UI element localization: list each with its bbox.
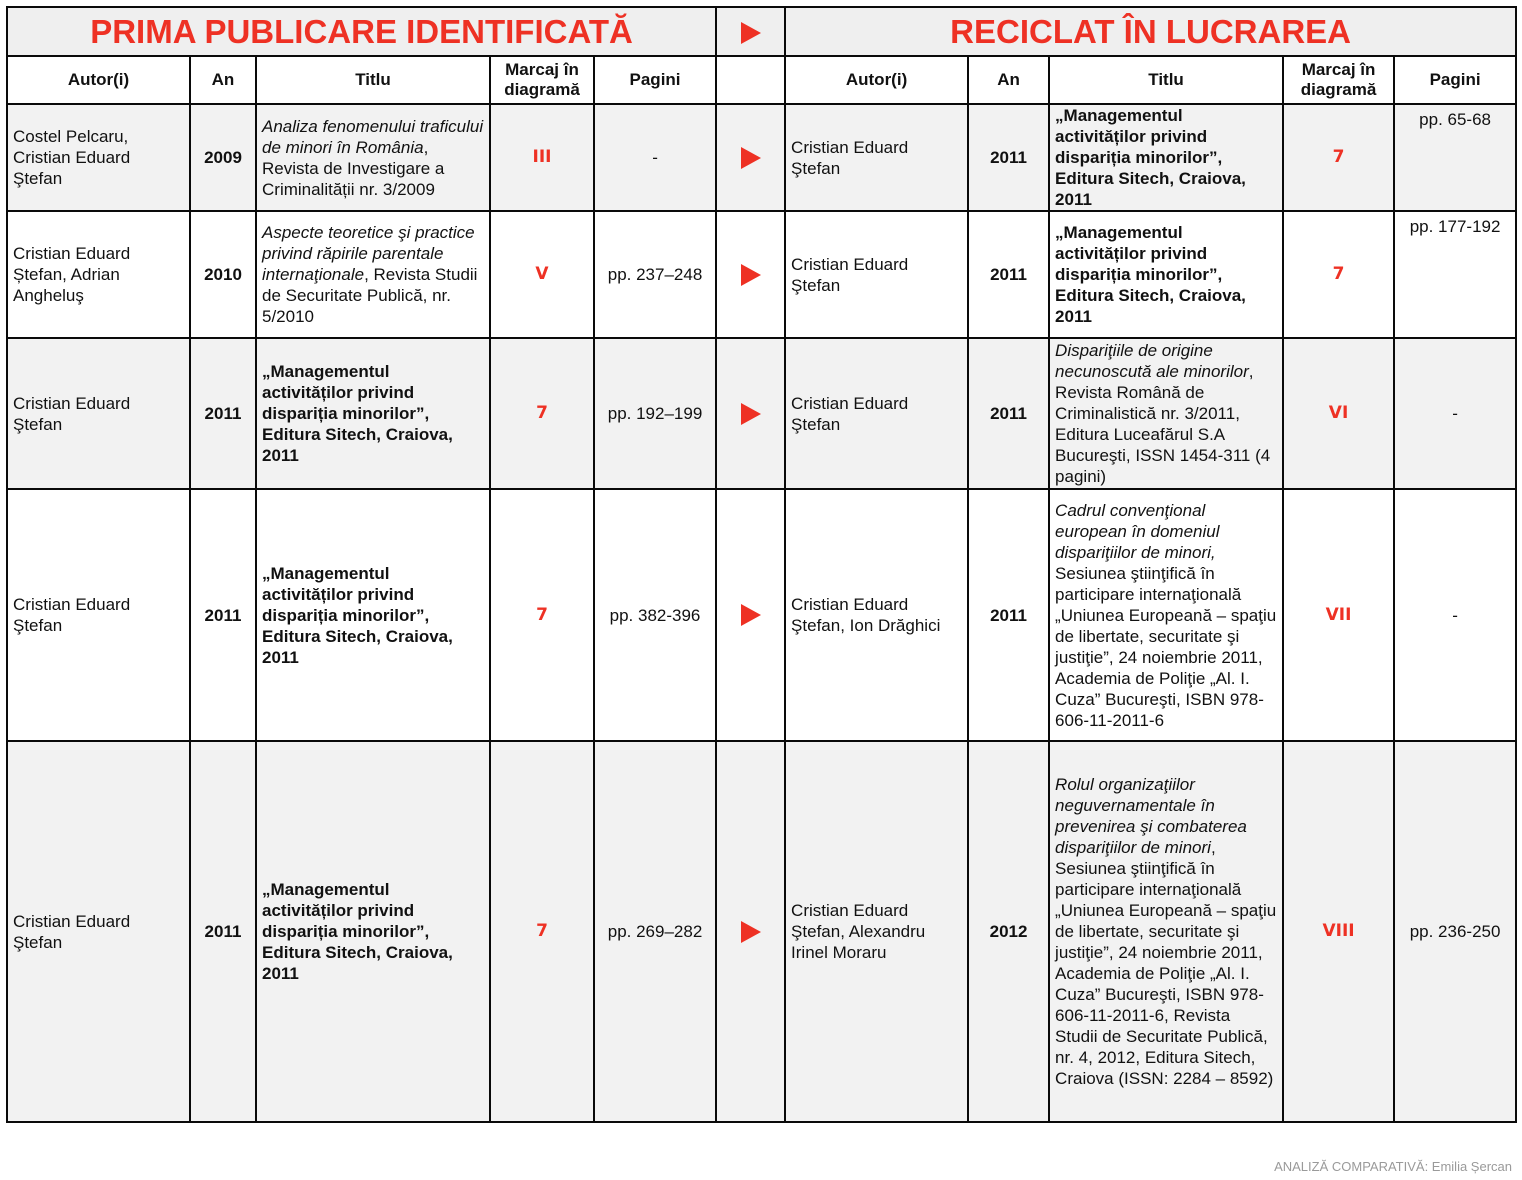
col-header-autor-first: Autor(i) bbox=[7, 56, 190, 104]
first-an-cell: 2011 bbox=[190, 741, 256, 1122]
play-arrow-icon bbox=[741, 604, 761, 626]
recycled-pagini-cell: pp. 236-250 bbox=[1394, 741, 1516, 1122]
recycled-in-title: RECICLAT ÎN LUCRAREA bbox=[785, 7, 1516, 56]
first-autor-cell: Cristian Eduard Ștefan, Adrian Angheluş bbox=[7, 211, 190, 338]
first-pagini-cell: pp. 237–248 bbox=[594, 211, 716, 338]
comparison-table bbox=[6, 6, 1517, 1123]
first-marcaj-cell: 7 bbox=[490, 489, 594, 741]
recycled-autor-cell: Cristian Eduard Ştefan bbox=[785, 338, 968, 489]
first-marcaj-cell: 7 bbox=[490, 338, 594, 489]
col-header-marcaj-recycled: Marcaj în diagramă bbox=[1283, 56, 1394, 104]
first-an-cell: 2009 bbox=[190, 104, 256, 211]
first-autor-cell: Cristian Eduard Ştefan bbox=[7, 741, 190, 1122]
recycled-titlu-cell bbox=[1049, 741, 1283, 1122]
first-pagini-cell: pp. 382-396 bbox=[594, 489, 716, 741]
recycled-marcaj-cell: VII bbox=[1283, 489, 1394, 741]
titlu-italic-text: Cadrul convenţional european în domeniul dispariţiilor de minori, bbox=[1055, 500, 1220, 562]
first-titlu-cell bbox=[256, 104, 490, 211]
titlu-plain-text: Sesiunea ştiinţifică în participare internaţională „Uniunea Europeană – spaţiu de libertate, securitate şi justiţie”, 24 noiembrie 2011, Academia de Poliţie „Al. I. Cuza” Bucureşti, ISBN 978-606-11-2011-6 bbox=[1055, 563, 1277, 730]
play-arrow-icon bbox=[741, 264, 761, 286]
play-arrow-icon bbox=[741, 403, 761, 425]
table-row bbox=[7, 489, 1516, 741]
table-row bbox=[7, 741, 1516, 1122]
recycled-an-cell: 2011 bbox=[968, 338, 1049, 489]
recycled-marcaj-cell: 7 bbox=[1283, 104, 1394, 211]
col-header-marcaj-first: Marcaj în diagramă bbox=[490, 56, 594, 104]
first-publication-title: PRIMA PUBLICARE IDENTIFICATĂ bbox=[7, 7, 716, 56]
play-arrow-icon bbox=[741, 22, 761, 44]
col-header-pagini-recycled: Pagini bbox=[1394, 56, 1516, 104]
titlu-bold-text: „Managementul activităților privind dispariția minorilor”, Editura Sitech, Craiova, 2011 bbox=[262, 362, 453, 465]
play-arrow-icon bbox=[741, 147, 761, 169]
recycled-titlu-cell bbox=[1049, 104, 1283, 211]
first-pagini-cell: - bbox=[594, 104, 716, 211]
first-an-cell: 2010 bbox=[190, 211, 256, 338]
first-marcaj-cell: V bbox=[490, 211, 594, 338]
col-header-pagini-first: Pagini bbox=[594, 56, 716, 104]
table-row bbox=[7, 211, 1516, 338]
recycled-pagini-cell: pp. 177-192 bbox=[1394, 211, 1516, 338]
table-row bbox=[7, 104, 1516, 211]
first-titlu-cell bbox=[256, 741, 490, 1122]
col-header-autor-recycled: Autor(i) bbox=[785, 56, 968, 104]
col-header-an-recycled: An bbox=[968, 56, 1049, 104]
titlu-plain-text: , Revista Română de Criminalistică nr. 3/2011, Editura Luceafărul S.A Bucureşti, ISSN 1454-311 (4 pagini) bbox=[1055, 362, 1271, 486]
first-autor-cell: Cristian Eduard Ştefan bbox=[7, 489, 190, 741]
recycled-autor-cell: Cristian Eduard Ştefan bbox=[785, 104, 968, 211]
titlu-italic-text: Dispariţiile de origine necunoscută ale minorilor bbox=[1055, 341, 1249, 381]
row-arrow-cell bbox=[716, 211, 785, 338]
first-titlu-cell bbox=[256, 489, 490, 741]
first-marcaj-cell: III bbox=[490, 104, 594, 211]
first-autor-cell: Costel Pelcaru, Cristian Eduard Ştefan bbox=[7, 104, 190, 211]
first-an-cell: 2011 bbox=[190, 489, 256, 741]
col-header-titlu-recycled: Titlu bbox=[1049, 56, 1283, 104]
titlu-plain-text: , Revista de Investigare a Criminalității nr. 3/2009 bbox=[262, 137, 445, 199]
titlu-bold-text: „Managementul activităților privind dispariția minorilor”, Editura Sitech, Craiova, 2011 bbox=[1055, 106, 1246, 209]
recycled-an-cell: 2011 bbox=[968, 104, 1049, 211]
recycled-an-cell: 2011 bbox=[968, 489, 1049, 741]
titlu-italic-text: Analiza fenomenului traficului de minori în România bbox=[262, 116, 484, 157]
titlu-italic-text: Rolul organizaţiilor neguvernamentale în prevenirea şi combaterea dispariţiilor de minori bbox=[1055, 775, 1247, 857]
recycled-marcaj-cell: 7 bbox=[1283, 211, 1394, 338]
first-an-cell: 2011 bbox=[190, 338, 256, 489]
recycled-autor-cell: Cristian Eduard Ştefan bbox=[785, 211, 968, 338]
first-marcaj-cell: 7 bbox=[490, 741, 594, 1122]
recycled-pagini-cell: pp. 65-68 bbox=[1394, 104, 1516, 211]
recycled-an-cell: 2011 bbox=[968, 211, 1049, 338]
recycled-pagini-cell: - bbox=[1394, 489, 1516, 741]
recycled-titlu-cell bbox=[1049, 338, 1283, 489]
recycled-marcaj-cell: VIII bbox=[1283, 741, 1394, 1122]
table-row bbox=[7, 338, 1516, 489]
col-header-an-first: An bbox=[190, 56, 256, 104]
recycled-titlu-cell bbox=[1049, 489, 1283, 741]
col-header-arrow-spacer bbox=[716, 56, 785, 104]
first-pagini-cell: pp. 269–282 bbox=[594, 741, 716, 1122]
first-titlu-cell bbox=[256, 338, 490, 489]
title-arrow-cell bbox=[716, 7, 785, 56]
first-autor-cell: Cristian Eduard Ştefan bbox=[7, 338, 190, 489]
column-header-row bbox=[7, 56, 1516, 104]
titlu-plain-text: , Sesiunea ştiinţifică în participare internaţională „Uniunea Europeană – spaţiu de libertate, securitate şi justiţie”, 24 noiembrie 2011, Academia de Poliţie „Al. I. Cuza” Bucureşti, ISBN 978-606-11-2011-6, Revista Studii de Securitate Publică, nr. 4, 2012, Editura Sitech, Craiova (ISSN: 2284 – 8592) bbox=[1055, 838, 1277, 1088]
section-title-row bbox=[7, 7, 1516, 56]
recycled-autor-cell: Cristian Eduard Ştefan, Alexandru Irinel Moraru bbox=[785, 741, 968, 1122]
first-titlu-cell bbox=[256, 211, 490, 338]
row-arrow-cell bbox=[716, 489, 785, 741]
first-pagini-cell: pp. 192–199 bbox=[594, 338, 716, 489]
titlu-bold-text: „Managementul activităților privind dispariția minorilor”, Editura Sitech, Craiova, 2011 bbox=[262, 880, 453, 983]
recycled-autor-cell: Cristian Eduard Ştefan, Ion Drăghici bbox=[785, 489, 968, 741]
credit-text: ANALIZĂ COMPARATIVĂ: Emilia Șercan bbox=[1274, 1159, 1512, 1174]
play-arrow-icon bbox=[741, 921, 761, 943]
titlu-bold-text: „Managementul activităților privind dispariția minorilor”, Editura Sitech, Craiova, 2011 bbox=[1055, 223, 1246, 326]
recycled-marcaj-cell: VI bbox=[1283, 338, 1394, 489]
row-arrow-cell bbox=[716, 741, 785, 1122]
row-arrow-cell bbox=[716, 338, 785, 489]
col-header-titlu-first: Titlu bbox=[256, 56, 490, 104]
recycled-pagini-cell: - bbox=[1394, 338, 1516, 489]
titlu-italic-text: Aspecte teoretice şi practice privind răpirile parentale internaţionale bbox=[262, 223, 475, 284]
titlu-plain-text: , Revista Studii de Securitate Publică, nr. 5/2010 bbox=[262, 265, 478, 326]
titlu-bold-text: „Managementul activităților privind dispariția minorilor”, Editura Sitech, Craiova, 2011 bbox=[262, 563, 453, 667]
row-arrow-cell bbox=[716, 104, 785, 211]
recycled-an-cell: 2012 bbox=[968, 741, 1049, 1122]
recycled-titlu-cell bbox=[1049, 211, 1283, 338]
table-body bbox=[7, 104, 1516, 1122]
